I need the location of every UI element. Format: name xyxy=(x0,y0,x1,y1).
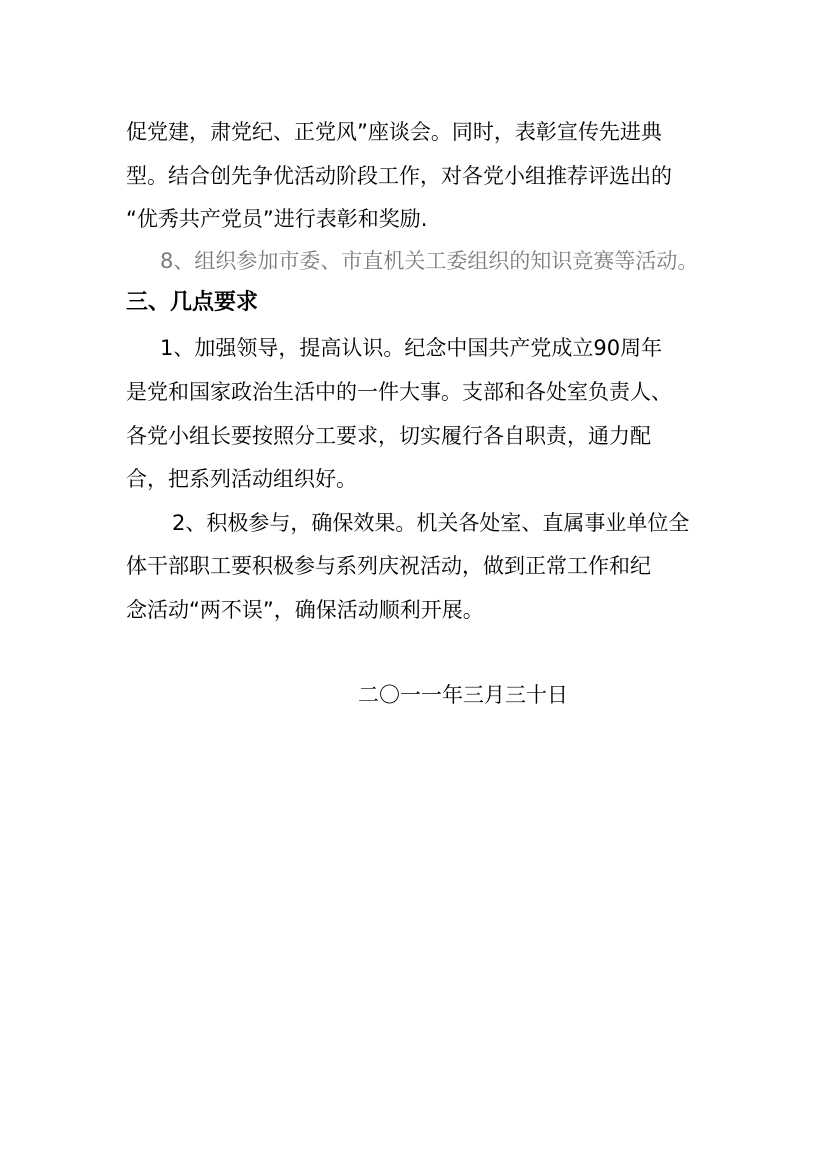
requirement-2-line: 2、积极参与，确保效果。机关各处室、直属事业单位全 xyxy=(172,511,690,535)
requirement-1-line: 合，把系列活动组织好。 xyxy=(126,467,357,491)
paragraph-line: 型。结合创先争优活动阶段工作，对各党小组推荐评选出的 xyxy=(126,164,672,188)
list-item-8: 8、组织参加市委、市直机关工委组织的知识竞赛等活动。 xyxy=(160,249,699,273)
section-heading: 三、几点要求 xyxy=(126,290,259,315)
paragraph-line: “优秀共产党员”进行表彰和奖励. xyxy=(126,207,428,231)
requirement-1-line: 是党和国家政治生活中的一件大事。支部和各处室负责人、 xyxy=(126,380,672,404)
requirement-1-line: 1、加强领导，提高认识。纪念中国共产党成立90周年 xyxy=(160,336,663,360)
requirement-1-line: 各党小组长要按照分工要求，切实履行各自职责，通力配 xyxy=(126,424,651,448)
document-date: 二〇一一年三月三十日 xyxy=(358,683,568,707)
requirement-2-line: 体干部职工要积极参与系列庆祝活动，做到正常工作和纪 xyxy=(126,554,651,578)
paragraph-line: 促党建，肃党纪、正党风”座谈会。同时，表彰宣传先进典 xyxy=(126,120,662,144)
requirement-2-line: 念活动“两不误”，确保活动顺利开展。 xyxy=(126,598,484,622)
